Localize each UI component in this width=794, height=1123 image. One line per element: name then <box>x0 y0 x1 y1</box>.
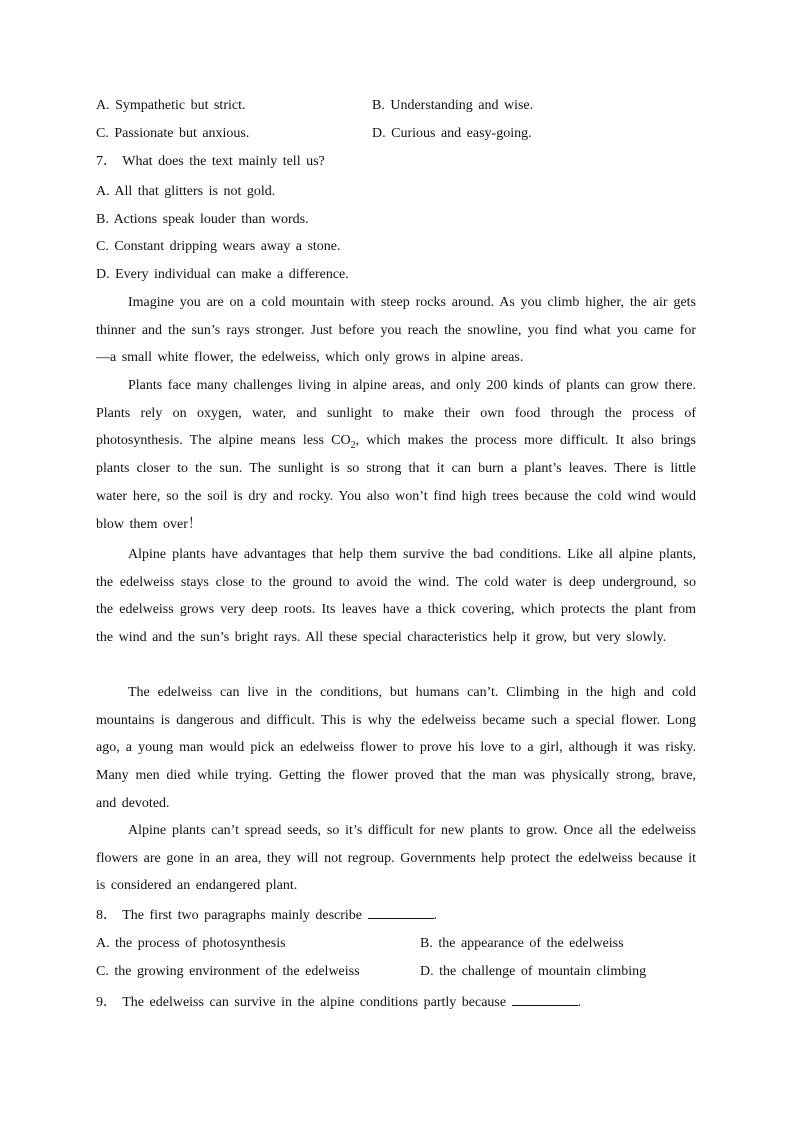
answer-blank[interactable] <box>512 992 578 1006</box>
answer-blank[interactable] <box>368 905 434 919</box>
q7-option-b: B. Actions speak louder than words. <box>96 212 309 227</box>
q8-option-a: A. the process of photosynthesis <box>96 936 286 951</box>
q7-stem: 7． What does the text mainly tell us? <box>96 154 325 169</box>
q8-option-c: C. the growing environment of the edelweiss <box>96 964 360 979</box>
passage-paragraph-3: Alpine plants have advantages that help them survive the bad conditions. Like all alpine plants, the edelweiss stays close to the ground to avoid the wind. The cold water is deep underground, so the edelweiss grows very deep roots. Its leaves have a thick covering, which protects the plant from the wind and the sun’s bright rays. All these special characteristics help it grow, but very slowly. <box>96 547 696 646</box>
passage-paragraph-4: The edelweiss can live in the conditions, but humans can’t. Climbing in the high and cold mountains is dangerous and difficult. This is why the edelweiss became such a special flower. Long ago, a young man would pick an edelweiss flower to prove his love to a girl, although it was risky. Many men died while trying. Getting the flower proved that the man was physically strong, brave, and devoted. <box>96 685 696 811</box>
q6-option-b: B. Understanding and wise. <box>372 98 534 113</box>
q7-option-d: D. Every individual can make a difference. <box>96 267 349 282</box>
passage-paragraph-2: Plants face many challenges living in alpine areas, and only 200 kinds of plants can grow there. Plants rely on oxygen, water, and sunlight to make their own food through the process of photosynthesis. The alpine means less $CO_2$, which makes the process more difficult. It also brings plants closer to the sun. The sunlight is so strong that it can burn a plant’s leaves. There is little water here, so the soil is dry and rocky. You also won’t find high trees because the cold wind would blow them over！ <box>96 378 696 532</box>
q8-option-d: D. the challenge of mountain climbing <box>420 964 647 979</box>
passage-paragraph-5: Alpine plants can’t spread seeds, so it’s difficult for new plants to grow. Once all the edelweiss flowers are gone in an area, they will not regroup. Governments help protect the edelweiss because it is considered an endangered plant. <box>96 823 696 894</box>
q6-option-a: A. Sympathetic but strict. <box>96 98 246 113</box>
passage-paragraph-1: Imagine you are on a cold mountain with steep rocks around. As you climb higher, the air gets thinner and the sun’s rays stronger. Just before you reach the snowline, you find what you came for—a small white flower, the edelweiss, which only grows in alpine areas. <box>96 295 696 366</box>
q8-stem: 8． The first two paragraphs mainly describe . <box>96 905 437 925</box>
q9-stem: 9． The edelweiss can survive in the alpine conditions partly because . <box>96 992 581 1012</box>
q6-option-d: D. Curious and easy-going. <box>372 126 532 141</box>
q8-option-b: B. the appearance of the edelweiss <box>420 936 624 951</box>
q7-option-c: C. Constant dripping wears away a stone. <box>96 239 341 254</box>
q7-option-a: A. All that glitters is not gold. <box>96 184 276 199</box>
q6-option-c: C. Passionate but anxious. <box>96 126 250 141</box>
co2-subscript: 2 <box>350 440 356 452</box>
